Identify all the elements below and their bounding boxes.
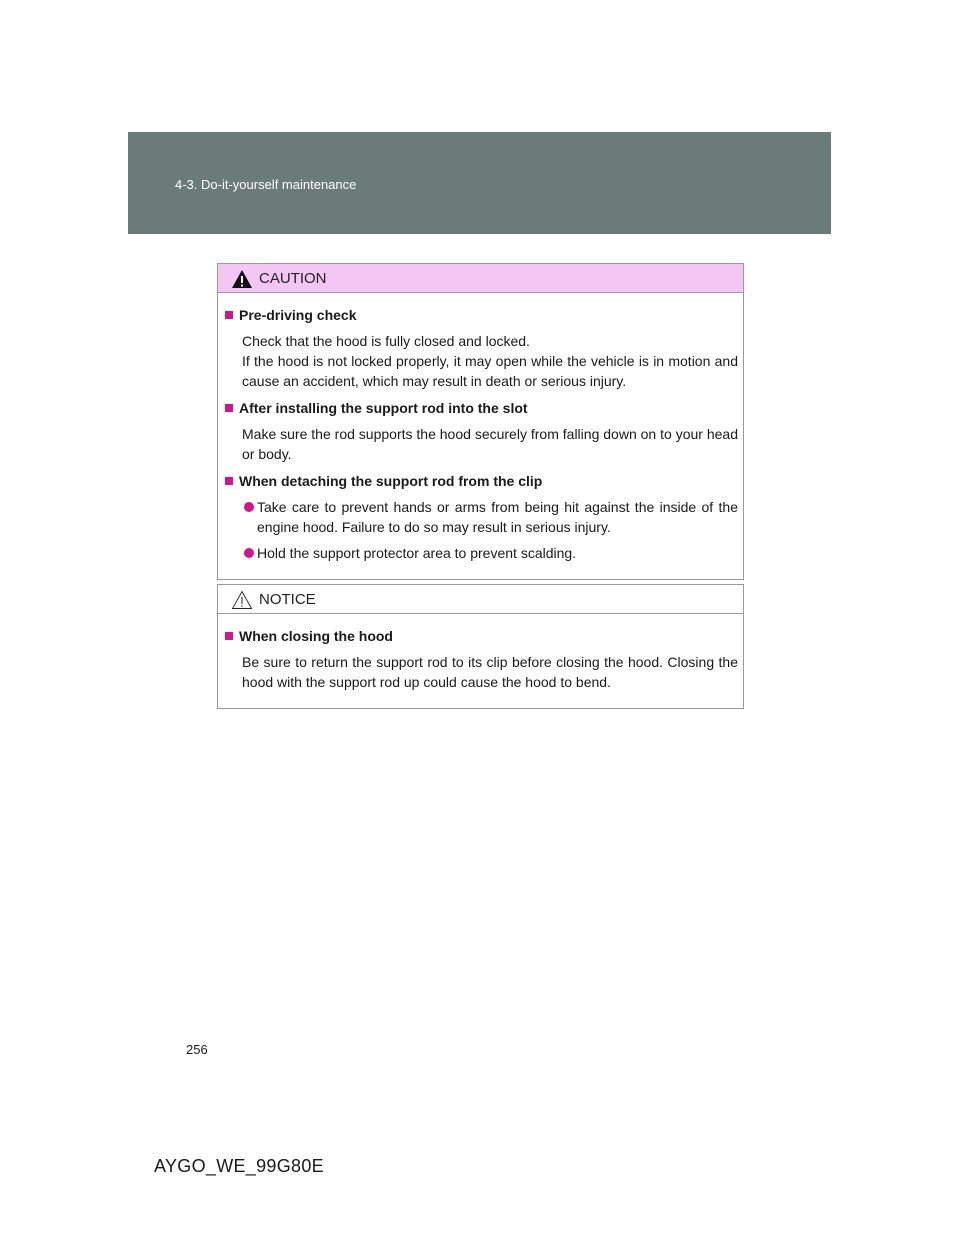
- warning-triangle-icon: [231, 269, 253, 289]
- section-title: 4-3. Do-it-yourself maintenance: [175, 177, 357, 192]
- notice-header: [218, 585, 743, 614]
- square-bullet-icon: [225, 404, 233, 412]
- square-bullet-icon: [225, 311, 233, 319]
- round-bullet-icon: [244, 502, 254, 512]
- caution-header: [218, 264, 743, 293]
- notice-heading: When closing the hood: [225, 626, 738, 646]
- document-code: AYGO_WE_99G80E: [154, 1156, 324, 1176]
- caution-heading: Pre-driving check: [225, 305, 738, 325]
- square-bullet-icon: [225, 477, 233, 485]
- notice-box: [217, 584, 744, 709]
- notice-title: NOTICE: [259, 591, 316, 608]
- caution-bullet: Hold the support protector area to prevent scalding.: [225, 543, 738, 563]
- caution-heading: When detaching the support rod from the clip: [225, 471, 738, 491]
- notice-body: [218, 614, 743, 708]
- caution-title: CAUTION: [259, 270, 327, 287]
- section-header-band: [128, 132, 831, 234]
- caution-box: [217, 263, 744, 580]
- caution-body: [218, 293, 743, 579]
- page-number: 256: [186, 1042, 208, 1057]
- caution-bullet: Take care to prevent hands or arms from being hit against the inside of the engine hood. Failure to do so may result in serious injury.: [225, 497, 738, 537]
- square-bullet-icon: [225, 632, 233, 640]
- notice-paragraph: Be sure to return the support rod to its clip before closing the hood. Closing the hood with the support rod up could cause the hood to bend.: [242, 654, 738, 690]
- caution-paragraph: Check that the hood is fully closed and locked. If the hood is not locked properly, it may open while the vehicle is in motion and cause an accident, which may result in death or serious injury.: [242, 333, 738, 389]
- round-bullet-icon: [244, 548, 254, 558]
- caution-heading: After installing the support rod into the slot: [225, 398, 738, 418]
- caution-paragraph: Make sure the rod supports the hood securely from falling down on to your head or body.: [242, 426, 738, 462]
- warning-triangle-outline-icon: [231, 590, 253, 610]
